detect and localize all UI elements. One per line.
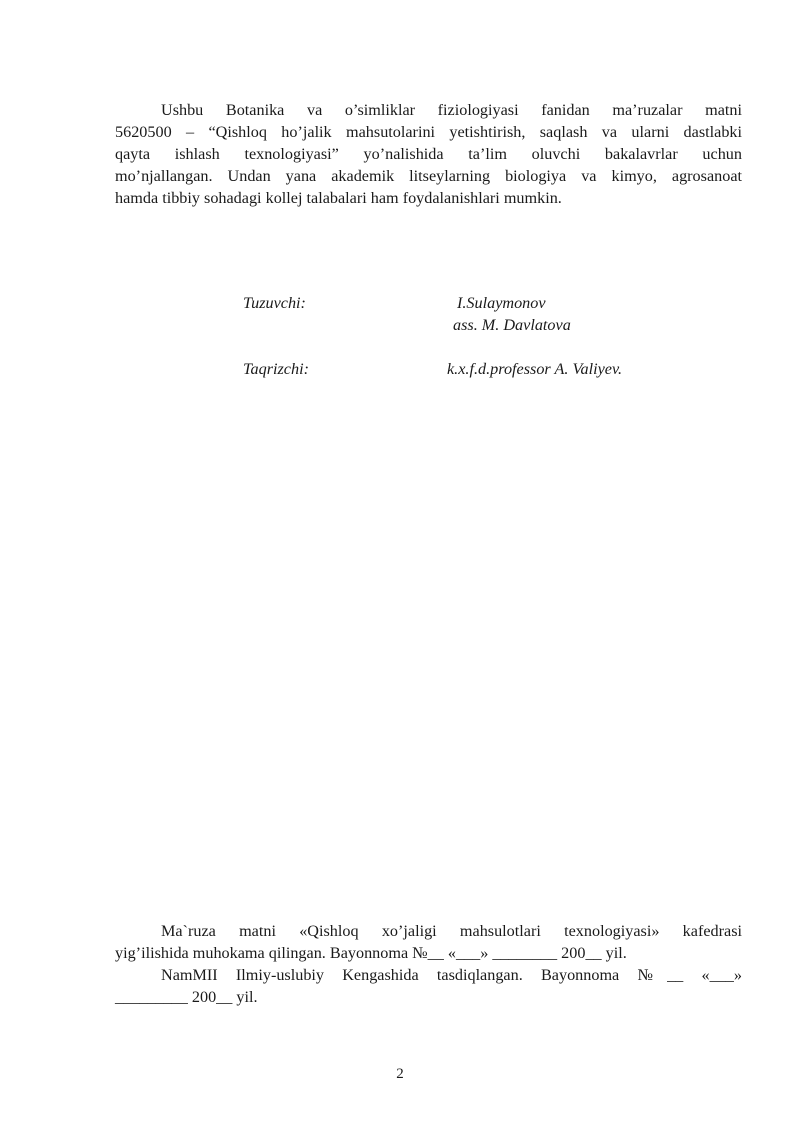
intro-paragraph [115, 99, 742, 209]
page-number: 2 [396, 1066, 404, 1082]
compiler-name-2: ass. M. Davlatova [453, 316, 571, 334]
compiler-name-1: I.Sulaymonov [457, 294, 546, 312]
intro-line: 5620500 – “Qishloq ho’jalik mahsutolarini yetishtirish, saqlash va ularni dastlabki [115, 123, 742, 141]
intro-line: Ushbu Botanika va o’simliklar fiziologiyasi fanidan ma’ruzalar matni [161, 101, 742, 119]
intro-line: hamda tibbiy sohadagi kollej talabalari ham foydalanishlari mumkin. [115, 189, 562, 207]
discussion-line: yig’ilishida muhokama qilingan. Bayonnoma №__ «___» ________ 200__ yil. [115, 944, 627, 962]
intro-line: qayta ishlash texnologiyasi” yo’nalishida ta’lim oluvchi bakalavrlar uchun [115, 145, 742, 163]
discussion-line: Ma`ruza matni «Qishloq xo’jaligi mahsulotlari texnologiyasi» kafedrasi [161, 922, 742, 940]
reviewer-name: k.x.f.d.professor A. Valiyev. [447, 360, 623, 378]
intro-line: mo’njallangan. Undan yana akademik litseylarning biologiya va kimyo, agrosanoat [115, 167, 742, 185]
reviewer-label: Taqrizchi: [243, 360, 309, 378]
approval-line: NamMII Ilmiy-uslubiy Kengashida tasdiqlangan. Bayonnoma №__ «___» [161, 966, 742, 984]
compiler-label: Tuzuvchi: [243, 294, 306, 312]
approval-line: _________ 200__ yil. [115, 988, 258, 1006]
approval-notes [115, 920, 742, 1008]
